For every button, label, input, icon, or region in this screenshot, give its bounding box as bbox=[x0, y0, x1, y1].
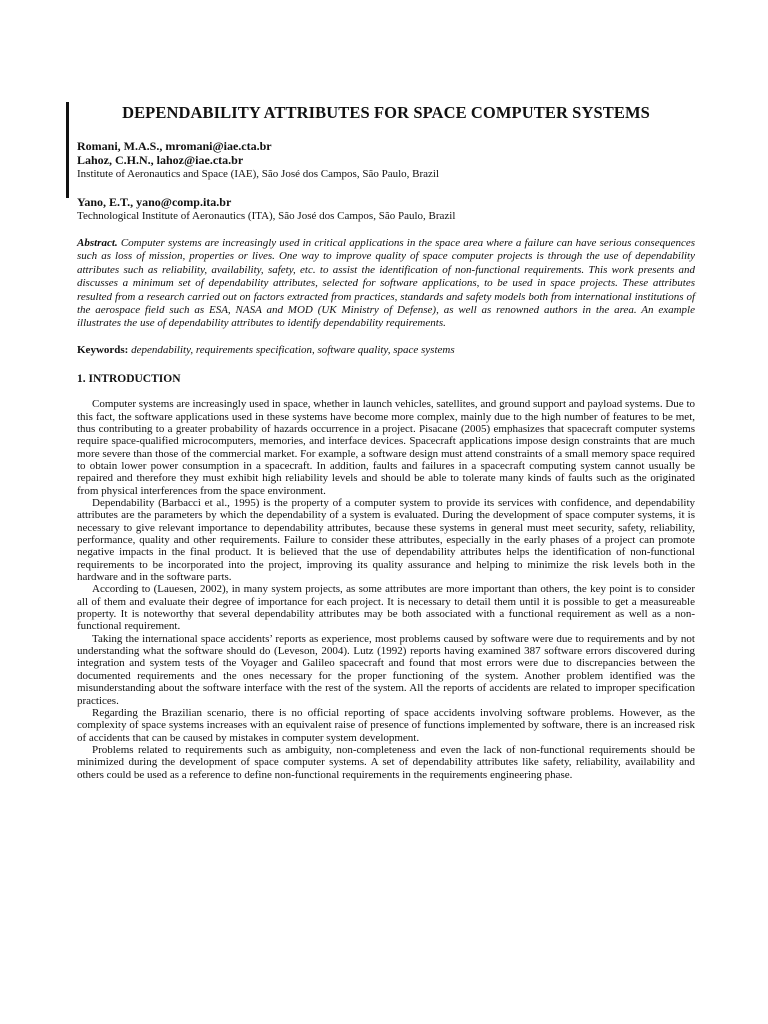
intro-paragraph-1: Computer systems are increasingly used in space, whether in launch vehicles, satellites, and ground support and payload systems. Due to this fact, the software applications used in these systems have become more complex, mainly due to the high number of features to be met, thus contributing to a greater probability of hazards occurrence in a project. Pisacane (2005) emphasizes that spacecraft computer systems require space-qualified microcomputers, memories, and interface devices. Spacecraft applications impose design constraints that are much more severe than those of the commercial market. For example, a software design must attend constraints of a small memory space required to obtain lower power consumption in a spacecraft. In addition, faults and failures in a spacecraft computing system cannot usually be repaired and therefore they must exhibit high reliability levels and should be able to tolerate many kinds of faults such as the originated from physical interferences from the space environment. bbox=[77, 398, 695, 497]
keywords bbox=[77, 344, 695, 357]
keywords-text: dependability, requirements specification, software quality, space systems bbox=[131, 343, 455, 356]
intro-paragraph-4: Taking the international space accidents’ reports as experience, most problems caused by software were due to requirements and by not understanding what the software should do (Leveson, 2004). Lutz (1992) reports having examined 387 software errors discovered during integration and system tests of the Voyager and Galileo spacecraft and found that most errors were due to discrepancies between the documented requirements and the ones necessary for the proper functioning of the system. Another problem identified was the misunderstanding about the software interface with the rest of the system. All the reports of accidents are related to improper specification practices. bbox=[77, 632, 695, 707]
paper-title: DEPENDABILITY ATTRIBUTES FOR SPACE COMPUTER SYSTEMS bbox=[122, 103, 650, 122]
intro-paragraph-5: Regarding the Brazilian scenario, there is no official reporting of space accidents involving software problems. However, as the complexity of space systems increases with an equivalent raise of presence of functions implemented by software, there is an increased risk of accidents that can be caused by mistakes in computer system development. bbox=[77, 706, 695, 744]
section-heading-introduction: 1. INTRODUCTION bbox=[77, 373, 181, 386]
keywords-label: Keywords: bbox=[77, 343, 129, 356]
author-lahoz: Lahoz, C.H.N., lahoz@iae.cta.br bbox=[77, 153, 244, 167]
abstract bbox=[77, 237, 695, 331]
author-block-ita bbox=[77, 195, 695, 223]
intro-paragraph-3: According to (Lauesen, 2002), in many system projects, as some attributes are more important than others, the key point is to consider all of them and evaluate their degree of importance for each project. It is necessary to detail them until it is possible to get a measureable property. It is noteworthy that several dependability attributes may be both associated with a functional requirement as well as a non-functional requirement. bbox=[77, 583, 695, 633]
author-romani: Romani, M.A.S., mromani@iae.cta.br bbox=[77, 139, 272, 153]
affiliation-iae: Institute of Aeronautics and Space (IAE), São José dos Campos, São Paulo, Brazil bbox=[77, 168, 440, 180]
intro-paragraph-2: Dependability (Barbacci et al., 1995) is the property of a computer system to provide its services with confidence, and dependability attributes are the parameters by which the dependability of a system is evaluated. During the development of space computer systems, it is necessary to give relevant importance to dependability attributes, because these systems in general must meet security, safety, reliability, performance, quality and other requirements. Failure to consider these attributes, especially in the early phases of a project can promote negative impacts in the final product. It is believed that the use of dependability attributes helps the identification of non-functional requirements to be incorporated into the project, improving its quality assurance and helping to minimize the risk levels both in the hardware and in the software parts. bbox=[77, 497, 695, 584]
author-yano: Yano, E.T., yano@comp.ita.br bbox=[77, 195, 232, 209]
abstract-label: Abstract. bbox=[77, 237, 118, 249]
paper-content bbox=[77, 103, 695, 781]
author-block-iae bbox=[77, 139, 695, 181]
affiliation-ita: Technological Institute of Aeronautics (ITA), São José dos Campos, São Paulo, Brazil bbox=[77, 210, 456, 222]
margin-bar bbox=[66, 102, 69, 198]
intro-paragraph-6: Problems related to requirements such as ambiguity, non-completeness and even the lack of non-functional requirements should be minimized during the development of space computer systems. A set of dependability attributes like safety, reliability, availability and others could be used as a reference to define non-functional requirements in the requirements engineering phase. bbox=[77, 743, 695, 781]
abstract-text: Computer systems are increasingly used in critical applications in the space area where a failure can have serious consequences such as loss of mission, properties or lives. One way to improve quality of space computer projects is through the use of dependability attributes such as reliability, availability, safety, etc. to assist the identification of non-functional requirements. This work presents and discusses a minimum set of dependability attributes, selected for software applications, to be used in space projects. These attributes resulted from a research carried out on factors extracted from practices, standards and safety models both from international institutions of the aerospace field such as ESA, NASA and MOD (UK Ministry of Defense), as well as renowned authors in the area. An example illustrates the use of dependability attributes to identify dependability requirements. bbox=[77, 237, 696, 330]
